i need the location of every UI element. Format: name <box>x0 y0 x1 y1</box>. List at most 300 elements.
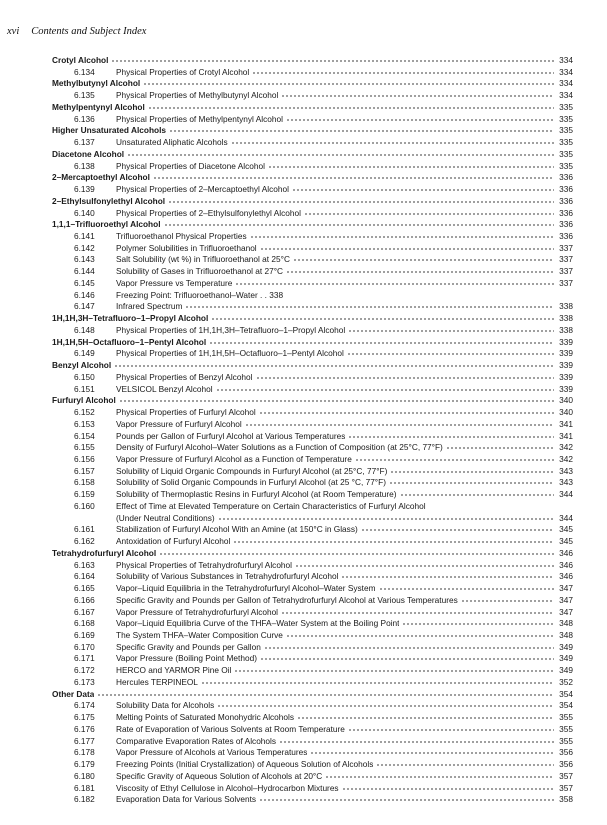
toc-section-heading <box>52 78 573 90</box>
page-ref: 355 <box>559 712 573 723</box>
toc-entry <box>52 677 573 689</box>
entry-number: 6.140 <box>74 207 95 218</box>
toc-section-heading <box>52 689 573 701</box>
page-ref: 338 <box>559 301 573 312</box>
entry-number: 6.162 <box>74 536 95 547</box>
running-title: Contents and Subject Index <box>31 26 147 37</box>
page-ref: 334 <box>559 90 573 101</box>
dot-leader <box>111 60 554 62</box>
page-ref: 341 <box>559 418 573 429</box>
page-ref: 345 <box>559 536 573 547</box>
page-ref: 336 <box>559 172 573 183</box>
dot-leader <box>286 635 554 637</box>
page-ref: 335 <box>559 125 573 136</box>
entry-number: 6.172 <box>74 665 95 676</box>
toc-entry <box>52 442 573 454</box>
entry-title: Specific Gravity and Pounds per Gallon of Tetrahydrofurfuryl Alcohol at Various Temperatures <box>116 594 458 605</box>
entry-number: 6.152 <box>74 407 95 418</box>
entry-title: Solubility of Solid Organic Compounds in Furfuryl Alcohol (at 25 °C, 77°F) <box>116 477 386 488</box>
toc-section-heading <box>52 360 573 372</box>
dot-leader <box>279 741 554 743</box>
page-ref: 349 <box>559 641 573 652</box>
toc-list <box>52 55 573 806</box>
toc-entry <box>52 477 573 489</box>
page-ref: 338 <box>559 324 573 335</box>
toc-section-heading <box>52 313 573 325</box>
page-ref: 348 <box>559 629 573 640</box>
page-ref: 339 <box>559 348 573 359</box>
entry-title: Vapor Pressure of Furfuryl Alcohol as a Function of Temperature <box>116 453 352 464</box>
entry-number: 6.173 <box>74 676 95 687</box>
entry-title: Physical Properties of 2–Mercaptoethyl Alcohol <box>116 184 289 195</box>
toc-section-heading <box>52 219 573 231</box>
page-ref: 343 <box>559 477 573 488</box>
dot-leader <box>127 154 554 156</box>
section-title: Tetrahydrofurfuryl Alcohol <box>52 547 157 558</box>
page-ref: 342 <box>559 442 573 453</box>
page-ref: 339 <box>559 371 573 382</box>
toc-entry <box>52 607 573 619</box>
dot-leader <box>259 799 554 801</box>
entry-title: Physical Properties of 2–Ethylsulfonylethyl Alcohol <box>116 207 301 218</box>
dot-leader <box>400 494 554 496</box>
section-title: Furfuryl Alcohol <box>52 395 116 406</box>
dot-leader <box>310 752 554 754</box>
page-ref: 342 <box>559 453 573 464</box>
page-ref: 335 <box>559 148 573 159</box>
entry-number: 6.164 <box>74 571 95 582</box>
dot-leader <box>379 588 555 590</box>
entry-number: 6.153 <box>74 418 95 429</box>
toc-entry <box>52 536 573 548</box>
toc-entry <box>52 489 573 501</box>
toc-entry <box>52 419 573 431</box>
toc-entry <box>52 348 573 360</box>
dot-leader <box>143 83 554 85</box>
dot-leader <box>295 565 554 567</box>
toc-entry <box>52 161 573 173</box>
entry-number: 6.143 <box>74 254 95 265</box>
dot-leader <box>159 553 554 555</box>
page-ref: 336 <box>559 184 573 195</box>
entry-title: Physical Properties of 1H,1H,3H–Tetrafluoro–1–Propyl Alcohol <box>116 324 346 335</box>
dot-leader <box>153 177 554 179</box>
toc-entry <box>52 618 573 630</box>
dot-leader <box>235 283 554 285</box>
entry-number: 6.138 <box>74 160 95 171</box>
page-ref: 339 <box>559 383 573 394</box>
toc-section-heading <box>52 125 573 137</box>
section-title: Methylpentynyl Alcohol <box>52 101 145 112</box>
toc-entry <box>52 243 573 255</box>
dot-leader <box>233 541 554 543</box>
entry-number: 6.137 <box>74 137 95 148</box>
toc-entry <box>52 266 573 278</box>
entry-number: 6.181 <box>74 782 95 793</box>
section-title: 1H,1H,5H–Octafluoro–1–Pentyl Alcohol <box>52 336 207 347</box>
dot-leader <box>268 166 554 168</box>
entry-title: Infrared Spectrum <box>116 301 183 312</box>
dot-leader <box>348 436 554 438</box>
dot-leader <box>446 447 554 449</box>
dot-leader <box>389 482 554 484</box>
entry-number: 6.166 <box>74 594 95 605</box>
entry-number: 6.139 <box>74 184 95 195</box>
dot-leader <box>209 342 554 344</box>
entry-title: Melting Points of Saturated Monohydric Alcohols <box>116 712 295 723</box>
entry-title: Freezing Points (Initial Crystallization) of Aqueous Solution of Alcohols <box>116 759 374 770</box>
page-number: xvi <box>7 26 20 37</box>
entry-number: 6.179 <box>74 759 95 770</box>
toc-entry <box>52 407 573 419</box>
section-title: Methylbutynyl Alcohol <box>52 78 141 89</box>
page-ref: 349 <box>559 665 573 676</box>
dot-leader <box>260 658 554 660</box>
entry-title: Physical Properties of Crotyl Alcohol <box>116 66 250 77</box>
toc-entry <box>52 90 573 102</box>
toc-entry <box>52 724 573 736</box>
page-ref: 340 <box>559 407 573 418</box>
entry-title: Trifluoroethanol Physical Properties <box>116 231 247 242</box>
dot-leader <box>342 788 554 790</box>
page-ref: 356 <box>559 747 573 758</box>
dot-leader <box>348 330 554 332</box>
toc-entry <box>52 747 573 759</box>
section-title: Crotyl Alcohol <box>52 55 109 65</box>
entry-title: The System THFA–Water Composition Curve <box>116 629 283 640</box>
toc-entry <box>52 372 573 384</box>
entry-number: 6.154 <box>74 430 95 441</box>
dot-leader <box>252 72 554 74</box>
toc-entry <box>52 384 573 396</box>
page-ref: 335 <box>559 160 573 171</box>
toc-entry <box>52 524 573 536</box>
dot-leader <box>245 424 554 426</box>
page-ref: 354 <box>559 700 573 711</box>
page-ref: 340 <box>559 395 573 406</box>
entry-number: 6.168 <box>74 618 95 629</box>
entry-title: Solubility of Gases in Trifluoroethanol at 27°C <box>116 266 284 277</box>
entry-number: 6.141 <box>74 231 95 242</box>
entry-title: Physical Properties of Tetrahydrofurfuryl Alcohol <box>116 559 293 570</box>
entry-title: Physical Properties of 1H,1H,5H–Octafluoro–1–Pentyl Alcohol <box>116 348 344 359</box>
entry-number: 6.135 <box>74 90 95 101</box>
toc-entry <box>52 571 573 583</box>
entry-title: Physical Properties of Benzyl Alcohol <box>116 371 253 382</box>
entry-title: Rate of Evaporation of Various Solvents at Room Temperature <box>116 723 345 734</box>
entry-number: 6.148 <box>74 324 95 335</box>
entry-number: 6.174 <box>74 700 95 711</box>
entry-title: Unsaturated Aliphatic Alcohols <box>116 137 228 148</box>
dot-leader <box>234 670 554 672</box>
dot-leader <box>297 717 554 719</box>
entry-number: 6.171 <box>74 653 95 664</box>
entry-title: Vapor–Liquid Equilibria Curve of the THFA–Water System at the Boiling Point <box>116 618 400 629</box>
entry-number: 6.160 <box>74 500 95 511</box>
toc-entry <box>52 759 573 771</box>
page-ref: 352 <box>559 676 573 687</box>
entry-title: Solubility Data for Alcohols <box>116 700 215 711</box>
toc-section-heading <box>52 337 573 349</box>
section-title: 2–Mercaptoethyl Alcohol <box>52 172 150 183</box>
entry-number: 6.156 <box>74 453 95 464</box>
page-ref: 335 <box>559 101 573 112</box>
toc-section-heading <box>52 102 573 114</box>
dot-leader <box>231 142 554 144</box>
toc-entry <box>52 712 573 724</box>
dot-leader <box>355 459 554 461</box>
entry-number: 6.161 <box>74 524 95 535</box>
entry-title: Freezing Point: Trifluoroethanol–Water . . 338 <box>116 289 284 300</box>
dot-leader <box>347 353 554 355</box>
dot-leader <box>169 130 554 132</box>
toc-section-heading <box>52 196 573 208</box>
section-title: Other Data <box>52 688 95 699</box>
entry-number: 6.175 <box>74 712 95 723</box>
section-title: Higher Unsaturated Alcohols <box>52 125 167 136</box>
entry-title: Effect of Time at Elevated Temperature on Certain Characteristics of Furfuryl Alcohol <box>116 500 426 511</box>
toc-entry <box>52 454 573 466</box>
toc-entry <box>52 794 573 806</box>
toc-entry <box>52 67 573 79</box>
dot-leader <box>281 95 554 97</box>
toc-entry <box>52 137 573 149</box>
page-ref: 339 <box>559 336 573 347</box>
page-ref: 349 <box>559 653 573 664</box>
page-ref: 334 <box>559 55 573 65</box>
dot-leader <box>114 365 554 367</box>
entry-title: Physical Properties of Diacetone Alcohol <box>116 160 265 171</box>
entry-title: Vapor Pressure (Boiling Point Method) <box>116 653 257 664</box>
entry-title: Comparative Evaporation Rates of Alcohols <box>116 735 277 746</box>
entry-number: 6.146 <box>74 289 95 300</box>
entry-number: 6.178 <box>74 747 95 758</box>
toc-entry <box>52 254 573 266</box>
dot-leader <box>259 412 554 414</box>
dot-leader <box>461 600 554 602</box>
page-ref: 343 <box>559 465 573 476</box>
page-ref: 355 <box>559 735 573 746</box>
entry-number: 6.177 <box>74 735 95 746</box>
entry-title: Vapor Pressure of Tetrahydrofurfuryl Alcohol <box>116 606 279 617</box>
page-ref: 341 <box>559 430 573 441</box>
entry-number: 6.170 <box>74 641 95 652</box>
dot-leader <box>293 259 554 261</box>
toc-entry <box>52 431 573 443</box>
entry-title: Solubility of Liquid Organic Compounds in Furfuryl Alcohol (at 25°C, 77°F) <box>116 465 388 476</box>
dot-leader <box>286 271 554 273</box>
entry-title: Specific Gravity of Aqueous Solution of Alcohols at 20°C <box>116 770 323 781</box>
page-ref: 355 <box>559 723 573 734</box>
entry-title: VELSICOL Benzyl Alcohol <box>116 383 213 394</box>
dot-leader <box>292 189 554 191</box>
section-title: 1,1,1–Trifluoroethyl Alcohol <box>52 219 161 230</box>
entry-title: Specific Gravity and Pounds per Gallon <box>116 641 261 652</box>
entry-number: 6.151 <box>74 383 95 394</box>
toc-entry <box>52 665 573 677</box>
entry-title: Viscosity of Ethyl Cellulose in Alcohol–Hydrocarbon Mixtures <box>116 782 339 793</box>
entry-number: 6.182 <box>74 794 95 805</box>
toc-entry <box>52 114 573 126</box>
entry-number: 6.144 <box>74 266 95 277</box>
dot-leader <box>211 318 554 320</box>
toc-entry <box>52 700 573 712</box>
toc-section-heading <box>52 149 573 161</box>
page-ref: 346 <box>559 559 573 570</box>
entry-number: 6.158 <box>74 477 95 488</box>
dot-leader <box>286 119 554 121</box>
entry-title: Evaporation Data for Various Solvents <box>116 794 257 805</box>
dot-leader <box>164 224 555 226</box>
page-ref: 344 <box>559 512 573 523</box>
entry-number: 6.155 <box>74 442 95 453</box>
entry-number: 6.176 <box>74 723 95 734</box>
entry-number: 6.134 <box>74 66 95 77</box>
toc-entry <box>52 630 573 642</box>
entry-title: Hercules TERPINEOL <box>116 676 198 687</box>
entry-number: 6.169 <box>74 629 95 640</box>
page-ref: 335 <box>559 113 573 124</box>
toc-entry <box>52 771 573 783</box>
dot-leader <box>148 107 554 109</box>
toc-entry <box>52 290 573 302</box>
entry-number: 6.136 <box>74 113 95 124</box>
toc-entry <box>52 736 573 748</box>
running-head <box>7 26 146 37</box>
dot-leader <box>264 647 554 649</box>
entry-title: HERCO and YARMOR Pine Oil <box>116 665 232 676</box>
entry-number: 6.159 <box>74 489 95 500</box>
page-ref: 337 <box>559 242 573 253</box>
dot-leader <box>376 764 554 766</box>
page-ref: 336 <box>559 195 573 206</box>
page-ref: 336 <box>559 231 573 242</box>
toc-entry <box>52 278 573 290</box>
page-ref: 346 <box>559 547 573 558</box>
dot-leader <box>260 248 554 250</box>
entry-number: 6.167 <box>74 606 95 617</box>
toc-entry <box>52 301 573 313</box>
toc-entry <box>52 501 573 513</box>
page-ref: 346 <box>559 571 573 582</box>
page-ref: 345 <box>559 524 573 535</box>
toc-entry <box>52 642 573 654</box>
entry-number: 6.149 <box>74 348 95 359</box>
entry-number: 6.163 <box>74 559 95 570</box>
page-ref: 334 <box>559 78 573 89</box>
dot-leader <box>348 729 554 731</box>
entry-number: 6.180 <box>74 770 95 781</box>
page-ref: 339 <box>559 360 573 371</box>
entry-title: Stabilization of Furfuryl Alcohol With an Amine (at 150°C in Glass) <box>116 524 358 535</box>
entry-number: 6.165 <box>74 583 95 594</box>
toc-section-heading <box>52 55 573 67</box>
dot-leader <box>119 400 554 402</box>
page-ref: 335 <box>559 137 573 148</box>
entry-title: Vapor Pressure vs Temperature <box>116 277 233 288</box>
dot-leader <box>185 306 554 308</box>
entry-title: Solubility of Thermoplastic Resins in Furfuryl Alcohol (at Room Temperature) <box>116 489 397 500</box>
section-title: Diacetone Alcohol <box>52 148 125 159</box>
toc-entry <box>52 325 573 337</box>
dot-leader <box>390 471 554 473</box>
toc-section-heading <box>52 548 573 560</box>
page-ref: 347 <box>559 583 573 594</box>
page-ref: 337 <box>559 254 573 265</box>
toc-entry-continuation <box>52 513 573 525</box>
page-ref: 337 <box>559 266 573 277</box>
entry-title: Physical Properties of Methylpentynyl Alcohol <box>116 113 283 124</box>
section-title: Benzyl Alcohol <box>52 360 112 371</box>
entry-title: Vapor Pressure of Alcohols at Various Temperatures <box>116 747 308 758</box>
toc-entry <box>52 208 573 220</box>
page-ref: 336 <box>559 207 573 218</box>
entry-number: 6.150 <box>74 371 95 382</box>
toc-entry <box>52 466 573 478</box>
toc-entry <box>52 783 573 795</box>
toc-section-heading <box>52 172 573 184</box>
dot-leader <box>256 377 554 379</box>
dot-leader <box>325 776 554 778</box>
entry-number: 6.157 <box>74 465 95 476</box>
entry-title: Polymer Solubilities in Trifluoroethanol <box>116 242 257 253</box>
entry-number: 6.145 <box>74 277 95 288</box>
toc-section-heading <box>52 395 573 407</box>
entry-title: Salt Solubility (wt %) in Trifluoroethanol at 25°C <box>116 254 290 265</box>
entry-title: Vapor–Liquid Equilibria in the Tetrahydrofurfuryl Alcohol–Water System <box>116 583 376 594</box>
dot-leader <box>218 518 554 520</box>
dot-leader <box>281 612 554 614</box>
entry-title: (Under Neutral Conditions) <box>116 512 215 523</box>
page-ref: 344 <box>559 489 573 500</box>
entry-number: 6.142 <box>74 242 95 253</box>
page-ref: 358 <box>559 794 573 805</box>
entry-title: Solubility of Various Substances in Tetrahydrofurfuryl Alcohol <box>116 571 339 582</box>
page-ref: 347 <box>559 606 573 617</box>
section-title: 1H,1H,3H–Tetrafluoro–1–Propyl Alcohol <box>52 313 209 324</box>
page-ref: 357 <box>559 782 573 793</box>
page-ref: 354 <box>559 688 573 699</box>
dot-leader <box>97 694 554 696</box>
toc-entry <box>52 560 573 572</box>
dot-leader <box>250 236 554 238</box>
entry-title: Density of Furfuryl Alcohol–Water Solutions as a Function of Composition (at 25°C, 77°F) <box>116 442 443 453</box>
toc-entry <box>52 595 573 607</box>
toc-entry <box>52 231 573 243</box>
toc-entry <box>52 184 573 196</box>
dot-leader <box>402 623 554 625</box>
dot-leader <box>217 705 554 707</box>
section-title: 2–Ethylsulfonylethyl Alcohol <box>52 195 166 206</box>
page-ref: 334 <box>559 66 573 77</box>
dot-leader <box>304 213 554 215</box>
entry-title: Antoxidation of Furfuryl Alcohol <box>116 536 231 547</box>
page-ref: 356 <box>559 759 573 770</box>
dot-leader <box>216 389 554 391</box>
entry-title: Physical Properties of Furfuryl Alcohol <box>116 407 256 418</box>
dot-leader <box>201 682 554 684</box>
page-ref: 348 <box>559 618 573 629</box>
toc-entry <box>52 583 573 595</box>
toc-entry <box>52 653 573 665</box>
page-ref: 337 <box>559 277 573 288</box>
page-ref: 347 <box>559 594 573 605</box>
entry-title: Pounds per Gallon of Furfuryl Alcohol at Various Temperatures <box>116 430 346 441</box>
entry-title: Physical Properties of Methylbutynyl Alcohol <box>116 90 279 101</box>
dot-leader <box>168 201 554 203</box>
page-ref: 336 <box>559 219 573 230</box>
dot-leader <box>361 529 554 531</box>
